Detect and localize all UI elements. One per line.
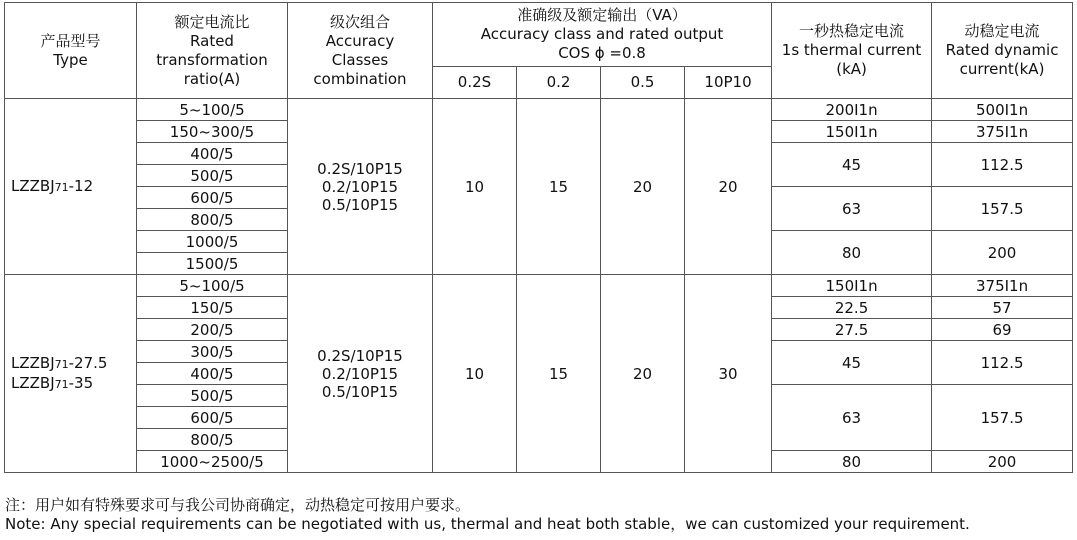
ratio-cell: 150/5 (137, 297, 288, 319)
header-thermal-en1: 1s thermal current (781, 41, 922, 59)
header-class-02: 0.2 (517, 67, 601, 99)
header-ratio (137, 3, 288, 99)
thermal-cell: 27.5 (772, 319, 932, 341)
header-combo (288, 3, 433, 99)
header-row (5, 3, 1073, 67)
header-combo-en1: Accuracy (325, 31, 395, 50)
output-10p10-g1: 20 (685, 99, 772, 275)
footnote-en: Note: Any special requirements can be negotiated with us, thermal and heat both stable，we can customized your requirement. (5, 515, 970, 533)
combo-line: 0.2S/10P15 (317, 159, 403, 178)
header-combo-en3: combination (313, 69, 407, 88)
model-name: LZZBJ (11, 373, 55, 392)
header-ratio-en3: ratio(A) (183, 69, 241, 88)
ratio-cell: 200/5 (137, 319, 288, 341)
ratio-cell: 1000~2500/5 (137, 451, 288, 473)
table-row (5, 99, 1073, 121)
ratio-cell: 1000/5 (137, 231, 288, 253)
combo-cell-g1 (288, 99, 433, 275)
header-ratio-en1: Rated (190, 31, 234, 50)
spec-table (4, 2, 1073, 473)
model-subscript: 71 (54, 357, 69, 371)
output-05-g1: 20 (601, 99, 685, 275)
model-name: LZZBJ (11, 353, 55, 372)
model-line (11, 374, 136, 394)
thermal-cell: 150I1n (772, 275, 932, 297)
header-type-cn: 产品型号 (40, 31, 101, 50)
dynamic-cell: 157.5 (932, 187, 1073, 231)
thermal-cell: 150I1n (772, 121, 932, 143)
combo-cell-g2 (288, 275, 433, 473)
output-02s-g2: 10 (433, 275, 517, 473)
dynamic-cell: 200 (932, 451, 1073, 473)
output-05-g2: 20 (601, 275, 685, 473)
output-10p10-g2: 30 (685, 275, 772, 473)
output-02s-g1: 10 (433, 99, 517, 275)
output-02-g1: 15 (517, 99, 601, 275)
header-combo-en2: Classes (331, 50, 389, 69)
output-02-g2: 15 (517, 275, 601, 473)
thermal-cell: 200I1n (772, 99, 932, 121)
header-accuracy (433, 3, 772, 67)
footnote-cn: 注：用户如有特殊要求可与我公司协商确定，动热稳定可按用户要求。 (5, 496, 471, 514)
model-subscript: 71 (54, 180, 69, 194)
model-suffix: -27.5 (68, 353, 108, 372)
thermal-cell: 63 (772, 385, 932, 451)
combo-line: 0.2/10P15 (321, 364, 399, 383)
header-dynamic-cn: 动稳定电流 (964, 22, 1040, 40)
thermal-cell: 80 (772, 451, 932, 473)
header-thermal-cn: 一秒热稳定电流 (799, 22, 905, 40)
combo-line: 0.5/10P15 (321, 382, 399, 401)
header-type-en: Type (53, 50, 88, 69)
ratio-cell: 800/5 (137, 429, 288, 451)
header-thermal-en2: (kA) (836, 60, 867, 78)
header-dynamic (932, 3, 1073, 99)
footnote (5, 496, 970, 534)
dynamic-cell: 69 (932, 319, 1073, 341)
header-type (5, 3, 137, 99)
ratio-cell: 600/5 (137, 407, 288, 429)
header-thermal (772, 3, 932, 99)
ratio-cell: 500/5 (137, 165, 288, 187)
header-dynamic-en2: current(kA) (959, 60, 1045, 78)
table-row (5, 275, 1073, 297)
ratio-cell: 500/5 (137, 385, 288, 407)
ratio-cell: 300/5 (137, 341, 288, 363)
combo-line: 0.5/10P15 (321, 195, 399, 214)
ratio-cell: 800/5 (137, 209, 288, 231)
model-suffix: -12 (68, 176, 94, 195)
model-line (11, 354, 136, 374)
combo-line: 0.2S/10P15 (317, 346, 403, 365)
thermal-cell: 45 (772, 341, 932, 385)
dynamic-cell: 112.5 (932, 341, 1073, 385)
ratio-cell: 1500/5 (137, 253, 288, 275)
header-class-05: 0.5 (601, 67, 685, 99)
model-suffix: -35 (68, 373, 94, 392)
dynamic-cell: 112.5 (932, 143, 1073, 187)
thermal-cell: 80 (772, 231, 932, 275)
header-accuracy-en: Accuracy class and rated output (480, 25, 724, 43)
header-ratio-cn: 额定电流比 (174, 12, 250, 31)
ratio-cell: 5~100/5 (137, 275, 288, 297)
ratio-cell: 600/5 (137, 187, 288, 209)
header-class-10p10: 10P10 (685, 67, 772, 99)
dynamic-cell: 200 (932, 231, 1073, 275)
header-accuracy-cos: COS ϕ =0.8 (558, 44, 646, 62)
thermal-cell: 45 (772, 143, 932, 187)
model-subscript: 71 (54, 377, 69, 391)
ratio-cell: 150~300/5 (137, 121, 288, 143)
model-name: LZZBJ (11, 176, 55, 195)
thermal-cell: 22.5 (772, 297, 932, 319)
dynamic-cell: 375I1n (932, 275, 1073, 297)
header-combo-cn: 级次组合 (329, 12, 390, 31)
header-ratio-en2: transformation (156, 50, 268, 69)
dynamic-cell: 375I1n (932, 121, 1073, 143)
header-class-02s: 0.2S (433, 67, 517, 99)
model-cell-g1 (5, 99, 137, 275)
model-cell-g2 (5, 275, 137, 473)
dynamic-cell: 57 (932, 297, 1073, 319)
header-accuracy-cn: 准确级及额定输出（VA） (517, 6, 687, 24)
combo-line: 0.2/10P15 (321, 177, 399, 196)
dynamic-cell: 157.5 (932, 385, 1073, 451)
dynamic-cell: 500I1n (932, 99, 1073, 121)
ratio-cell: 400/5 (137, 143, 288, 165)
thermal-cell: 63 (772, 187, 932, 231)
header-dynamic-en1: Rated dynamic (945, 41, 1059, 59)
ratio-cell: 400/5 (137, 363, 288, 385)
ratio-cell: 5~100/5 (137, 99, 288, 121)
